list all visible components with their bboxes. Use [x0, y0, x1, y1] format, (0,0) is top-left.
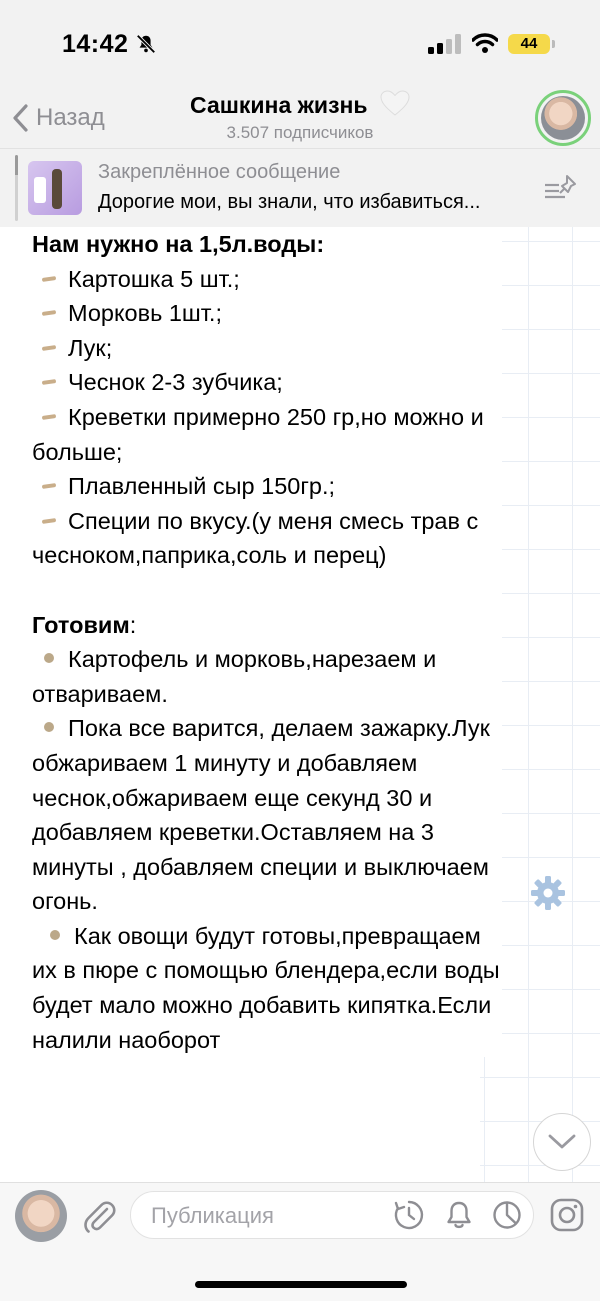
thumbnail-figure	[52, 169, 62, 209]
chevron-left-icon	[12, 104, 28, 132]
message-input[interactable]	[149, 1200, 383, 1232]
ingredient-item: Чеснок 2-3 зубчика;	[32, 365, 502, 400]
ingredients-heading: Нам нужно на 1,5л.воды:	[32, 231, 325, 257]
step-item: Картофель и морковь,нарезаем и отвариваем.	[32, 646, 437, 707]
timer-icon[interactable]	[393, 1199, 425, 1231]
dash-bullet	[42, 414, 56, 420]
home-indicator	[195, 1281, 407, 1288]
dash-bullet	[42, 276, 56, 282]
status-bar	[0, 0, 600, 88]
channel-title-block[interactable]	[150, 90, 450, 143]
thumbnail-object	[34, 177, 46, 203]
chevron-down-icon	[548, 1134, 576, 1150]
signal-icon	[428, 34, 462, 54]
dot-bullet	[44, 653, 54, 663]
dash-bullet	[42, 518, 56, 524]
paperclip-icon[interactable]	[80, 1197, 118, 1235]
ingredient-item: Лук;	[32, 331, 502, 366]
pinned-message-bar[interactable]	[0, 148, 600, 228]
ingredient-item: Специи по вкусу.(у меня смесь трав с чесноком,паприка,соль и перец)	[32, 507, 479, 569]
dash-bullet	[42, 345, 56, 351]
composer-bar	[0, 1182, 600, 1301]
message-input-wrap[interactable]	[130, 1191, 534, 1239]
pinned-thumbnail	[28, 161, 82, 215]
bell-icon[interactable]	[443, 1199, 475, 1231]
back-label: Назад	[36, 104, 105, 131]
post-text	[0, 227, 502, 1057]
pinned-indicator	[15, 155, 18, 221]
channel-title: Сашкина жизнь	[190, 92, 368, 118]
step-item: Пока все варится, делаем зажарку.Лук обжариваем 1 минуту и добавляем чеснок,обжариваем еще секунд 30 и добавляем креветки.Оставляем на 3 минуты , добавляем специи и выключаем огонь.	[32, 715, 490, 915]
avatar-photo	[541, 96, 585, 140]
ingredient-item: Креветки примерно 250 гр,но можно и больше;	[32, 403, 484, 465]
ingredient-item: Морковь 1шт.;	[32, 296, 502, 331]
step-item: Как овощи будут готовы,превращаем их в пюре с помощью блендера,если воды будет мало можно добавить кипятка.Если налили наоборот	[32, 922, 500, 1053]
bell-off-icon	[135, 33, 157, 55]
dash-bullet	[42, 379, 56, 385]
battery-level: 44	[508, 34, 550, 54]
back-button[interactable]	[12, 98, 105, 138]
pin-list-icon[interactable]	[543, 173, 579, 203]
ingredient-item: Плавленный сыр 150гр.;	[32, 469, 502, 504]
pinned-label: Закреплённое сообщение	[98, 161, 341, 183]
steps-heading: Готовим	[32, 611, 130, 638]
spacer	[32, 573, 502, 608]
dash-bullet	[42, 483, 56, 489]
heart-icon	[380, 90, 410, 116]
channel-avatar[interactable]	[535, 90, 591, 146]
status-time: 14:42	[62, 30, 129, 58]
dot-bullet	[44, 722, 54, 732]
ingredient-item: Картошка 5 шт.;	[32, 262, 502, 297]
dash-bullet	[42, 310, 56, 316]
channel-header	[0, 88, 600, 148]
steps-heading-row: Готовим:	[32, 611, 137, 638]
chat-area[interactable]	[0, 227, 600, 1182]
wifi-icon	[472, 32, 498, 54]
gear-icon	[530, 875, 566, 911]
instagram-icon[interactable]	[549, 1197, 585, 1233]
user-avatar[interactable]	[15, 1190, 67, 1242]
dot-bullet	[50, 930, 60, 940]
pie-icon[interactable]	[491, 1199, 523, 1231]
battery-cap	[552, 40, 555, 48]
pinned-text: Дорогие мои, вы знали, что избавиться...	[98, 191, 481, 213]
subscriber-count: 3.507 подписчиков	[226, 123, 374, 142]
scroll-down-button[interactable]	[533, 1113, 591, 1171]
